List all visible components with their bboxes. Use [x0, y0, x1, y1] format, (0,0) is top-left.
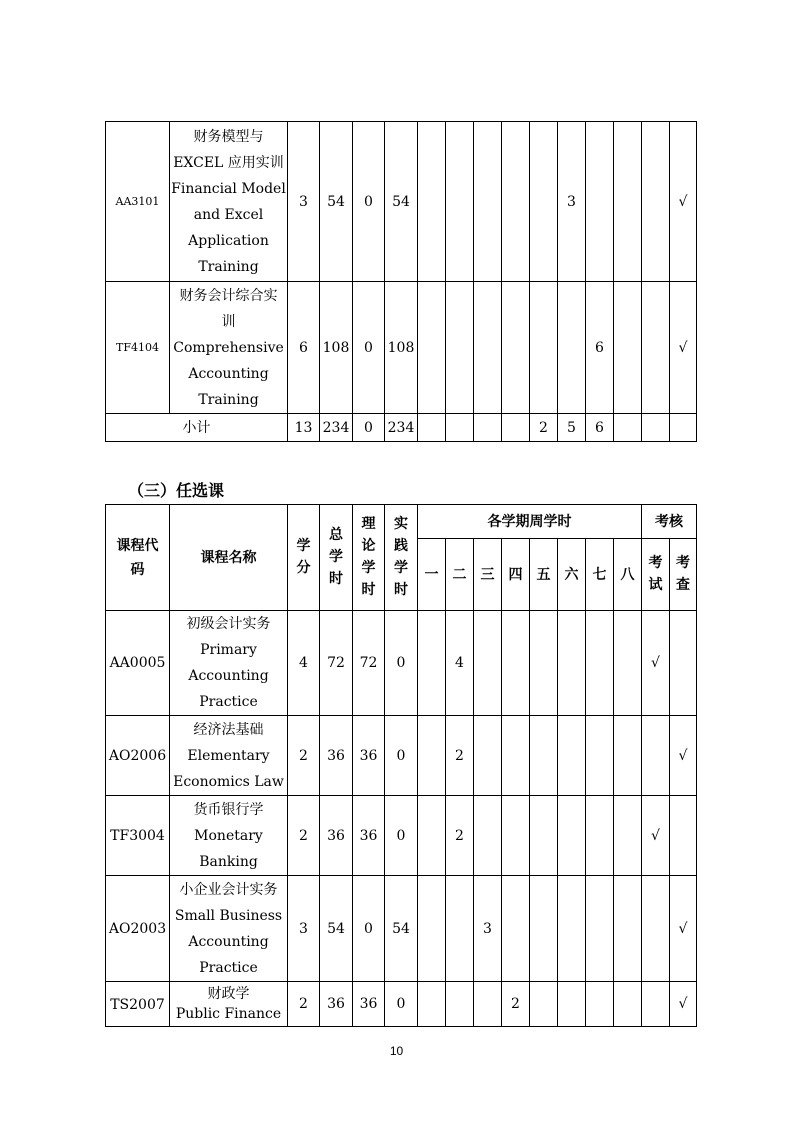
- semester-2-hours: [446, 982, 474, 1027]
- semester-1-hours: [418, 876, 446, 982]
- course-name: [170, 876, 288, 982]
- semester-3-hours: [474, 716, 502, 796]
- header-semesters-group: 各学期周学时: [418, 505, 642, 539]
- header-semester-1: 一: [418, 539, 446, 611]
- course-name-line: Training: [198, 391, 259, 408]
- semester-1-hours: [418, 982, 446, 1027]
- semester-5-hours: 2: [530, 414, 558, 442]
- course-name-line: 初级会计实务: [186, 616, 271, 632]
- course-name-line: Practice: [199, 694, 258, 710]
- credit: 4: [288, 611, 320, 716]
- credit: 13: [288, 414, 320, 442]
- course-name-line: Accounting: [188, 933, 269, 950]
- semester-8-hours: [614, 414, 642, 442]
- header-semester-5: 五: [530, 539, 558, 611]
- total-hours: 54: [320, 122, 353, 282]
- theory-hours: 36: [353, 982, 385, 1027]
- course-name-line: EXCEL 应用实训: [173, 154, 284, 171]
- course-name: [170, 982, 288, 1027]
- course-name-line: Accounting: [188, 365, 269, 382]
- semester-7-hours: [586, 611, 614, 716]
- check-mark: √: [670, 982, 697, 1027]
- semester-2-hours: 2: [446, 716, 474, 796]
- credit: 3: [288, 876, 320, 982]
- practice-hours: 54: [385, 876, 418, 982]
- semester-4-hours: [502, 122, 530, 282]
- semester-1-hours: [418, 796, 446, 876]
- header-row-1: [106, 505, 697, 539]
- header-exam: 考试: [642, 539, 670, 611]
- semester-3-hours: [474, 122, 502, 282]
- semester-8-hours: [614, 122, 642, 282]
- theory-hours: 0: [353, 876, 385, 982]
- semester-1-hours: [418, 611, 446, 716]
- semester-2-hours: 4: [446, 611, 474, 716]
- semester-2-hours: 2: [446, 796, 474, 876]
- course-code: TF3004: [106, 796, 170, 876]
- course-name-line: Banking: [199, 853, 258, 870]
- course-code: TF4104: [106, 282, 170, 414]
- semester-1-hours: [418, 414, 446, 442]
- semester-4-hours: [502, 876, 530, 982]
- header-check: 考查: [670, 539, 697, 611]
- semester-6-hours: [558, 876, 586, 982]
- exam-mark: [642, 122, 670, 282]
- course-name-line: Training: [198, 258, 259, 275]
- semester-8-hours: [614, 282, 642, 414]
- practice-hours: 0: [385, 611, 418, 716]
- practical-courses-table: [105, 121, 697, 442]
- semester-6-hours: [558, 716, 586, 796]
- page-number: 10: [389, 1044, 404, 1058]
- total-hours: 72: [320, 611, 353, 716]
- course-name-line: Application: [188, 232, 269, 249]
- semester-7-hours: [586, 876, 614, 982]
- semester-8-hours: [614, 611, 642, 716]
- credit: 6: [288, 282, 320, 414]
- course-name-line: Monetary: [194, 827, 263, 844]
- semester-5-hours: [530, 716, 558, 796]
- practice-hours: 0: [385, 982, 418, 1027]
- semester-4-hours: [502, 611, 530, 716]
- course-name-line: 货币银行学: [193, 801, 264, 818]
- course-code: AO2006: [106, 716, 170, 796]
- header-name: 课程名称: [170, 505, 288, 611]
- header-code: 课程代码: [106, 505, 170, 611]
- course-name-line: Economics Law: [173, 773, 284, 790]
- semester-8-hours: [614, 876, 642, 982]
- exam-mark: [642, 282, 670, 414]
- semester-5-hours: [530, 282, 558, 414]
- header-theory-hours: 理论学时: [353, 505, 385, 611]
- semester-3-hours: [474, 611, 502, 716]
- semester-3-hours: [474, 982, 502, 1027]
- semester-3-hours: [474, 796, 502, 876]
- practice-hours: 108: [385, 282, 418, 414]
- course-name: [170, 122, 288, 282]
- semester-5-hours: [530, 611, 558, 716]
- semester-8-hours: [614, 716, 642, 796]
- check-mark: √: [670, 282, 697, 414]
- semester-1-hours: [418, 122, 446, 282]
- course-name-line: Practice: [199, 959, 258, 976]
- course-name-line: Elementary: [187, 747, 270, 764]
- semester-7-hours: [586, 796, 614, 876]
- credit: 2: [288, 796, 320, 876]
- semester-5-hours: [530, 982, 558, 1027]
- semester-6-hours: [558, 282, 586, 414]
- course-name: [170, 282, 288, 414]
- theory-hours: 72: [353, 611, 385, 716]
- semester-7-hours: [586, 982, 614, 1027]
- semester-5-hours: [530, 796, 558, 876]
- semester-2-hours: [446, 122, 474, 282]
- practice-hours: 54: [385, 122, 418, 282]
- header-semester-2: 二: [446, 539, 474, 611]
- semester-6-hours: 3: [558, 122, 586, 282]
- semester-1-hours: [418, 716, 446, 796]
- semester-2-hours: [446, 876, 474, 982]
- total-hours: 36: [320, 796, 353, 876]
- credit: 2: [288, 716, 320, 796]
- check-mark: √: [670, 716, 697, 796]
- header-semester-4: 四: [502, 539, 530, 611]
- exam-mark: [642, 414, 670, 442]
- course-name-line: and Excel: [193, 206, 264, 223]
- semester-4-hours: [502, 716, 530, 796]
- subtotal-row: [106, 414, 697, 442]
- semester-1-hours: [418, 282, 446, 414]
- check-mark: √: [670, 122, 697, 282]
- semester-7-hours: [586, 716, 614, 796]
- section-title: （三）任选课: [128, 481, 225, 500]
- course-code: AO2003: [106, 876, 170, 982]
- table-row: [106, 716, 697, 796]
- course-name-line: 财政学: [207, 986, 250, 1002]
- course-name: [170, 796, 288, 876]
- exam-mark: [642, 716, 670, 796]
- semester-4-hours: 2: [502, 982, 530, 1027]
- semester-6-hours: [558, 611, 586, 716]
- header-semester-8: 八: [614, 539, 642, 611]
- header-semester-7: 七: [586, 539, 614, 611]
- header-semester-6: 六: [558, 539, 586, 611]
- total-hours: 54: [320, 876, 353, 982]
- course-name: [170, 716, 288, 796]
- semester-7-hours: 6: [586, 414, 614, 442]
- credit: 3: [288, 122, 320, 282]
- course-code: AA3101: [106, 122, 170, 282]
- table-row: [106, 282, 697, 414]
- course-name-line: 财务会计综合实: [179, 287, 278, 304]
- semester-4-hours: [502, 414, 530, 442]
- total-hours: 234: [320, 414, 353, 442]
- table-row: [106, 611, 697, 716]
- course-name-line: Comprehensive: [173, 339, 284, 356]
- check-mark: √: [670, 876, 697, 982]
- semester-8-hours: [614, 796, 642, 876]
- theory-hours: 0: [353, 282, 385, 414]
- course-name-line: 财务模型与: [193, 128, 264, 145]
- elective-courses-table: [105, 504, 697, 1027]
- course-code: TS2007: [106, 982, 170, 1027]
- course-name-line: Primary: [200, 642, 257, 658]
- table-row: [106, 876, 697, 982]
- table-row: [106, 982, 697, 1027]
- subtotal-label: 小计: [106, 414, 288, 442]
- exam-mark: [642, 982, 670, 1027]
- semester-4-hours: [502, 796, 530, 876]
- exam-mark: √: [642, 611, 670, 716]
- semester-3-hours: 3: [474, 876, 502, 982]
- theory-hours: 36: [353, 716, 385, 796]
- semester-6-hours: [558, 796, 586, 876]
- course-name-line: Public Finance: [175, 1006, 282, 1022]
- semester-8-hours: [614, 982, 642, 1027]
- course-code: AA0005: [106, 611, 170, 716]
- header-practice-hours: 实践学时: [385, 505, 418, 611]
- theory-hours: 0: [353, 414, 385, 442]
- course-name: [170, 611, 288, 716]
- exam-mark: √: [642, 796, 670, 876]
- semester-5-hours: [530, 122, 558, 282]
- semester-6-hours: 5: [558, 414, 586, 442]
- semester-3-hours: [474, 282, 502, 414]
- exam-mark: [642, 876, 670, 982]
- check-mark: [670, 611, 697, 716]
- theory-hours: 36: [353, 796, 385, 876]
- course-name-line: Financial Model: [171, 180, 286, 197]
- semester-5-hours: [530, 876, 558, 982]
- semester-6-hours: [558, 982, 586, 1027]
- check-mark: [670, 796, 697, 876]
- course-name-line: 训: [221, 313, 236, 330]
- table-row: [106, 122, 697, 282]
- header-credit: 学分: [288, 505, 320, 611]
- course-name-line: 经济法基础: [193, 721, 264, 738]
- theory-hours: 0: [353, 122, 385, 282]
- course-name-line: Small Business: [174, 907, 283, 924]
- course-name-line: 小企业会计实务: [179, 881, 278, 898]
- course-name-line: Accounting: [188, 668, 269, 684]
- total-hours: 36: [320, 982, 353, 1027]
- semester-4-hours: [502, 282, 530, 414]
- header-semester-3: 三: [474, 539, 502, 611]
- semester-3-hours: [474, 414, 502, 442]
- total-hours: 108: [320, 282, 353, 414]
- credit: 2: [288, 982, 320, 1027]
- practice-hours: 0: [385, 716, 418, 796]
- practice-hours: 234: [385, 414, 418, 442]
- semester-2-hours: [446, 282, 474, 414]
- total-hours: 36: [320, 716, 353, 796]
- table-row: [106, 796, 697, 876]
- header-total-hours: 总学时: [320, 505, 353, 611]
- practice-hours: 0: [385, 796, 418, 876]
- header-assessment-group: 考核: [642, 505, 697, 539]
- semester-2-hours: [446, 414, 474, 442]
- check-mark: [670, 414, 697, 442]
- semester-7-hours: [586, 122, 614, 282]
- semester-7-hours: 6: [586, 282, 614, 414]
